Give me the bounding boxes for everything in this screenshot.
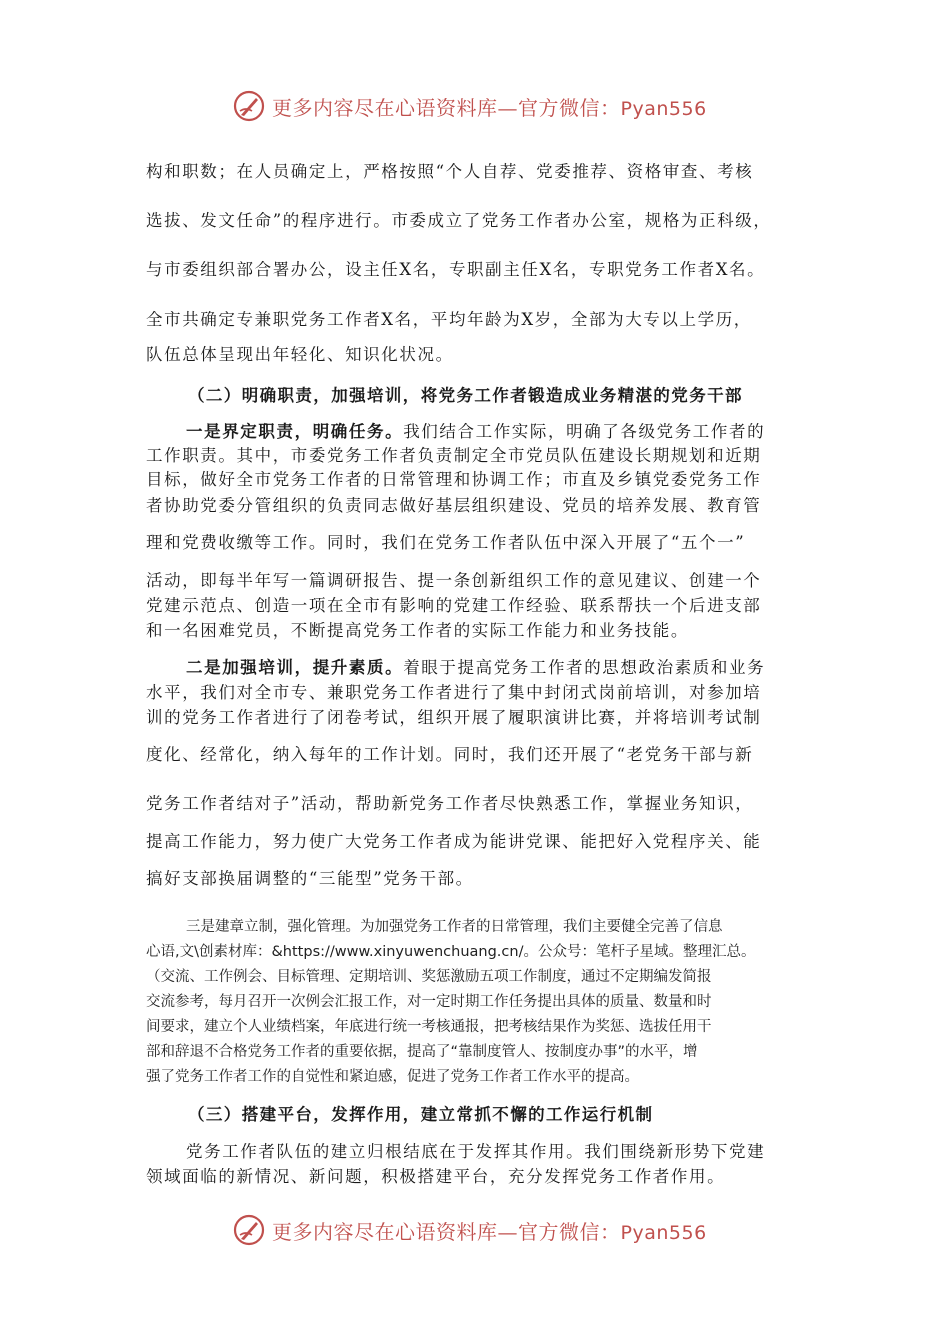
paragraph-line: 与市委组织部合署办公，设主任X名，专职副主任X名，专职党务工作者X名。: [146, 260, 766, 279]
section-heading-2: （二）明确职责，加强培训，将党务工作者锻造成业务精湛的党务干部: [188, 386, 743, 405]
quill-circle-logo: [232, 1213, 266, 1247]
banner-label: 更多内容尽在心语资料库—官方微信：: [272, 95, 621, 120]
header-banner: [232, 86, 752, 126]
footer-banner: [232, 1210, 752, 1250]
paragraph-line: 活动，即每半年写一篇调研报告、提一条创新组织工作的意见建议、创建一个: [146, 571, 762, 590]
paragraph-line: 党务工作者队伍的建立归根结底在于发挥其作用。我们围绕新形势下党建: [186, 1142, 766, 1161]
paragraph-line: 全市共确定专兼职党务工作者X名，平均年龄为X岁，全部为大专以上学历，: [146, 310, 752, 329]
paragraph-line: 领域面临的新情况、新问题，积极搭建平台，充分发挥党务工作者作用。: [146, 1167, 726, 1186]
paragraph-line: 间要求，建立个人业绩档案，年底进行统一考核通报，把考核结果作为奖惩、选拔任用干: [146, 1019, 712, 1035]
paragraph-line: [186, 420, 816, 444]
banner-handle: Pyan556: [620, 1221, 707, 1244]
paragraph-line: 提高工作能力，努力使广大党务工作者成为能讲党课、能把好入党程序关、能: [146, 832, 762, 851]
paragraph-line: 搞好支部换届调整的“三能型”党务干部。: [146, 869, 474, 888]
banner-text: [272, 1216, 707, 1245]
paragraph-line: 目标，做好全市党务工作者的日常管理和协调工作；市直及乡镇党委党务工作: [146, 470, 762, 489]
paragraph-line: 训的党务工作者进行了闭卷考试，组织开展了履职演讲比赛，并将培训考试制: [146, 708, 762, 727]
paragraph-line: 和一名困难党员，不断提高党务工作者的实际工作能力和业务技能。: [146, 621, 689, 640]
banner-handle: Pyan556: [620, 97, 707, 120]
paragraph-line: 部和辞退不合格党务工作者的重要依据，提高了“靠制度管人、按制度办事”的水平，增: [146, 1044, 698, 1060]
paragraph-line: 强了党务工作者工作的自觉性和紧迫感，促进了党务工作者工作水平的提高。: [146, 1069, 639, 1085]
paragraph-line: 水平，我们对全市专、兼职党务工作者进行了集中封闭式岗前培训，对参加培: [146, 683, 762, 702]
banner-label: 更多内容尽在心语资料库—官方微信：: [272, 1219, 621, 1244]
paragraph-line: 度化、经常化，纳入每年的工作计划。同时，我们还开展了“老党务干部与新: [146, 745, 754, 764]
paragraph-line: 者协助党委分管组织的负责同志做好基层组织建设、党员的培养发展、教育管: [146, 496, 762, 515]
paragraph-line: 队伍总体呈现出年轻化、知识化状况。: [146, 345, 454, 364]
paragraph-line: 选拔、发文任命”的程序进行。市委成立了党务工作者办公室，规格为正科级，: [146, 211, 772, 230]
paragraph-line: 工作职责。其中，市委党务工作者负责制定全市党员队伍建设长期规划和近期: [146, 446, 762, 465]
para-first-text: 我们结合工作实际，明确了各级党务工作者的: [403, 422, 766, 441]
paragraph-line: 三是建章立制，强化管理。为加强党务工作者的日常管理，我们主要健全完善了信息: [186, 919, 723, 935]
paragraph-line: 心语,文\创素材库：&https://www.xinyuwenchuang.cn/。公众号：笔杆子星域。整理汇总。: [146, 944, 756, 960]
paragraph-line: 构和职数；在人员确定上，严格按照“个人自荐、党委推荐、资格审查、考核: [146, 162, 754, 181]
paragraph-line: 党务工作者结对子”活动，帮助新党务工作者尽快熟悉工作，掌握业务知识，: [146, 794, 754, 813]
para-lead: 二是加强培训，提升素质。: [186, 658, 404, 677]
paragraph-line: [186, 656, 816, 680]
section-heading-3: （三）搭建平台，发挥作用，建立常抓不懈的工作运行机制: [188, 1105, 654, 1124]
paragraph-line: 交流参考，每月召开一次例会汇报工作，对一定时期工作任务提出具体的质量、数量和时: [146, 994, 712, 1010]
paragraph-line: 党建示范点、创造一项在全市有影响的党建工作经验、联系帮扶一个后进支部: [146, 596, 762, 615]
quill-circle-logo: [232, 89, 266, 123]
para-first-text: 着眼于提高党务工作者的思想政治素质和业务: [403, 658, 766, 677]
para-lead: 一是界定职责，明确任务。: [186, 422, 404, 441]
paragraph-line: 理和党费收缴等工作。同时，我们在党务工作者队伍中深入开展了“五个一”: [146, 533, 746, 552]
paragraph-line: （交流、工作例会、目标管理、定期培训、奖惩激励五项工作制度，通过不定期编发简报: [146, 969, 712, 985]
banner-text: [272, 92, 707, 121]
